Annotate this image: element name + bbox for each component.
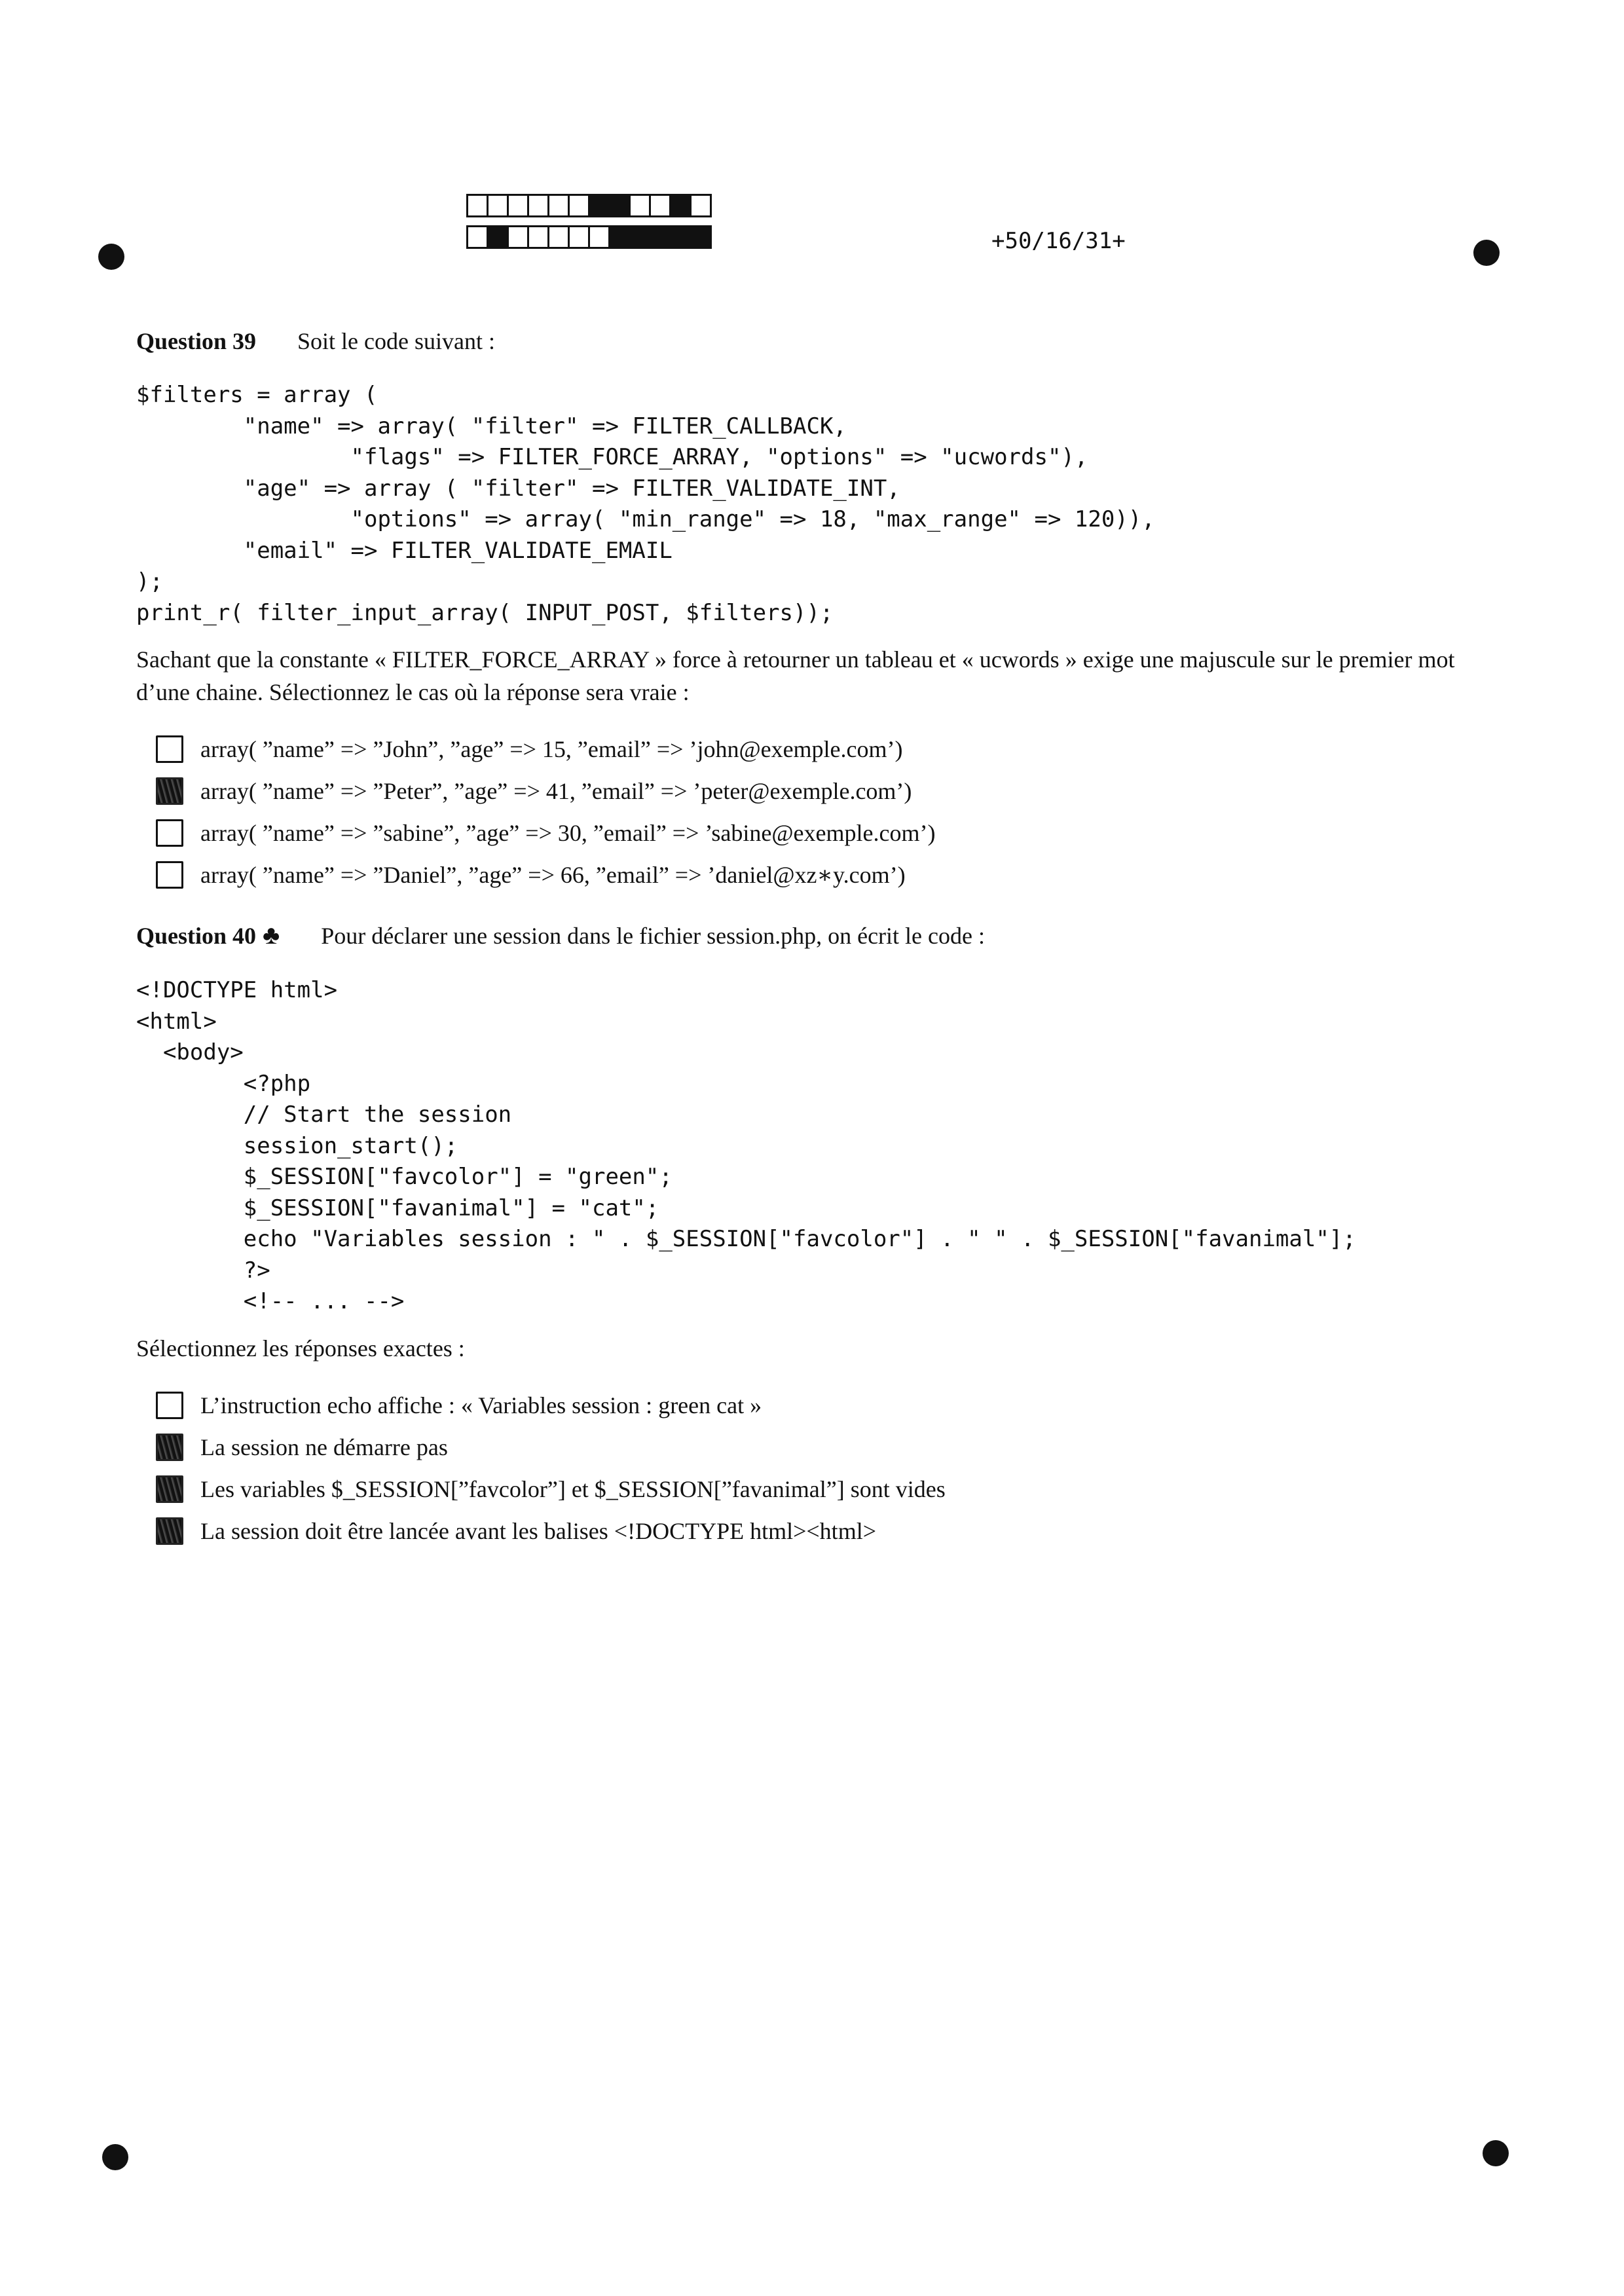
- checkbox[interactable]: [156, 861, 183, 889]
- barcode-cell: [507, 225, 529, 249]
- question-header: [136, 919, 1485, 950]
- corner-mark-bottom-right: [1483, 2140, 1509, 2166]
- page-id: +50/16/31+: [991, 228, 1126, 254]
- barcode-cell: [669, 225, 692, 249]
- code-block: $filters = array ( "name" => array( "filter" => FILTER_CALLBACK, "flags" => FILTER_FORCE_ARRAY, "options" => "ucwords"), "age" => array ( "filter" => FILTER_VALIDATE_INT, "options" => array( "min_range" => 18, "max_range" => 120)), "email" => FILTER_VALIDATE_EMAIL ); print_r( filter_input_array( INPUT_POST, $filters));: [136, 382, 1155, 626]
- answer-text: array( ”name” => ”Peter”, ”age” => 41, ”email” => ’peter@exemple.com’): [200, 778, 912, 804]
- barcode-cell: [690, 194, 712, 217]
- corner-mark-top-left: [98, 244, 124, 270]
- club-icon: ♣: [263, 920, 280, 950]
- answer-choice[interactable]: [156, 728, 1485, 770]
- answer-choice[interactable]: [156, 770, 1485, 812]
- barcode-cell: [690, 225, 712, 249]
- corner-mark-bottom-left: [102, 2144, 128, 2170]
- checkbox[interactable]: [156, 777, 183, 805]
- barcode-cell: [649, 194, 671, 217]
- answer-text: Les variables $_SESSION[”favcolor”] et $_SESSION[”favanimal”] sont vides: [200, 1475, 946, 1502]
- barcode-cell: [629, 225, 651, 249]
- answer-text: array( ”name” => ”sabine”, ”age” => 30, ”email” => ’sabine@exemple.com’): [200, 820, 936, 846]
- code-block: <!DOCTYPE html> <html> <body> <?php // Start the session session_start(); $_SESSION["favcolor"] = "green"; $_SESSION["favanimal"] = "cat"; echo "Variables session : " . $_SESSION["favcolor"] . " " . $_SESSION["favanimal"]; ?> <!-- ... -->: [136, 977, 1356, 1314]
- answer-choice[interactable]: [156, 854, 1485, 896]
- barcode-cell: [649, 225, 671, 249]
- answer-choice[interactable]: [156, 1468, 1485, 1510]
- question-40: [136, 919, 1485, 1552]
- question-number-text: Question 40: [136, 923, 257, 949]
- barcode-cell: [547, 225, 570, 249]
- barcode-cell: [527, 194, 549, 217]
- answer-choice[interactable]: [156, 1510, 1485, 1552]
- question-39: [136, 327, 1485, 896]
- answer-text: La session doit être lancée avant les balises <!DOCTYPE html><html>: [200, 1517, 876, 1544]
- answer-text: L’instruction echo affiche : « Variables session : green cat »: [200, 1392, 762, 1418]
- answer-choice[interactable]: [156, 812, 1485, 854]
- barcode-cell: [547, 194, 570, 217]
- barcode-cell: [629, 194, 651, 217]
- barcode-cell: [466, 194, 489, 217]
- answer-text: array( ”name” => ”Daniel”, ”age” => 66, ”email” => ’daniel@xz∗y.com’): [200, 862, 906, 888]
- barcode-cell: [608, 194, 631, 217]
- checkbox[interactable]: [156, 1475, 183, 1503]
- question-explanation: Sachant que la constante « FILTER_FORCE_ARRAY » force à retourner un tableau et « ucwords » exige une majuscule sur le premier mot d’une chaine. Sélectionnez le cas où la réponse sera vraie :: [136, 646, 1455, 705]
- answer-text: La session ne démarre pas: [200, 1434, 448, 1460]
- barcode-cell: [466, 225, 489, 249]
- question-prompt: Soit le code suivant :: [297, 328, 495, 354]
- barcode-cell: [588, 225, 610, 249]
- barcode-cell: [487, 194, 509, 217]
- answer-text: array( ”name” => ”John”, ”age” => 15, ”email” => ’john@exemple.com’): [200, 736, 903, 762]
- barcode-row: [466, 194, 710, 217]
- question-prompt: Pour déclarer une session dans le fichier session.php, on écrit le code :: [321, 923, 985, 949]
- checkbox[interactable]: [156, 735, 183, 763]
- answer-choice[interactable]: [156, 1384, 1485, 1426]
- checkbox[interactable]: [156, 1517, 183, 1545]
- answer-choices: [136, 728, 1485, 896]
- barcode-cell: [507, 194, 529, 217]
- checkbox[interactable]: [156, 819, 183, 847]
- barcode-cell: [588, 194, 610, 217]
- barcode-cell: [527, 225, 549, 249]
- barcode-cell: [608, 225, 631, 249]
- barcode-cell: [669, 194, 692, 217]
- question-header: [136, 327, 1485, 355]
- question-number: Question 39: [136, 328, 257, 354]
- question-number: [136, 920, 280, 950]
- barcode-cell: [568, 194, 590, 217]
- barcode-row: [466, 225, 710, 249]
- barcode-cell: [568, 225, 590, 249]
- barcode-cell: [487, 225, 509, 249]
- checkbox[interactable]: [156, 1392, 183, 1419]
- question-explanation: Sélectionnez les réponses exactes :: [136, 1335, 465, 1361]
- answer-choice[interactable]: [156, 1426, 1485, 1468]
- answer-choices: [136, 1384, 1485, 1552]
- corner-mark-top-right: [1473, 240, 1500, 266]
- checkbox[interactable]: [156, 1434, 183, 1461]
